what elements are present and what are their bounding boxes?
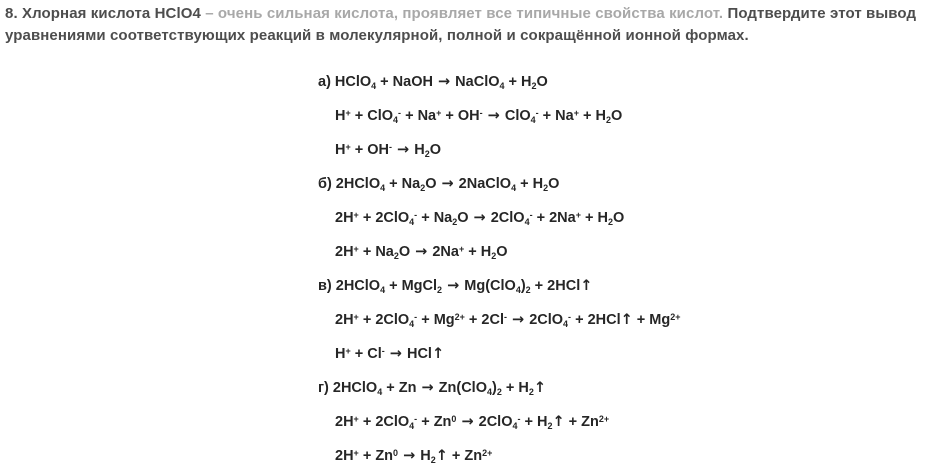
equation-formula: HClO$_4$ + NaOH → NaClO$_4$ + $H_2O$	[334, 74, 548, 91]
equation-line-a-net-ionic	[335, 140, 950, 161]
equation-line-v-net-ionic	[335, 344, 950, 365]
equation-line-a-full-ionic	[335, 106, 950, 127]
equation-formula: 2HClO$_4$ + $Na_2O$ → 2NaClO$_4$ + $H_2O$	[335, 176, 560, 193]
equation-line-b-full-ionic	[335, 208, 950, 229]
equation-formula: H+ + Cl- → HCl↑	[335, 345, 445, 362]
equation-formula: $H^+ + ClO_4^- + Na^+ + OH^- \to ClO_4^- + Na^+ + H_2O$	[335, 107, 623, 125]
task-faded-clause: – очень сильная кислота, проявляет все типичные свойства кислот.	[205, 5, 728, 22]
equation-line-b-molecular	[318, 174, 950, 195]
task-statement	[5, 3, 945, 47]
equation-group-label-b: б)	[318, 176, 332, 192]
equation-formula: $H^+ + OH^- \to H_2O$	[335, 141, 441, 159]
equations-block	[318, 72, 950, 467]
equation-formula: 2HClO$_4$ + $Zn \to Zn(ClO_4)_2$ + $H_2↑$	[332, 380, 546, 397]
equation-line-g-net-ionic	[335, 446, 950, 467]
task-instruction: Подтвердите этот вывод уравнениями соответствующих реакций в молекулярной, полной и сокращённой ионной формах.	[5, 5, 917, 44]
equation-line-g-molecular	[318, 378, 950, 399]
equation-formula: $2H^+ + 2ClO_4^- + Mg^{2+} + 2Cl^- \to 2ClO_4^-$ + 2HCl↑ + $Mg^{2+}$	[335, 311, 681, 329]
equation-line-v-full-ionic	[335, 310, 950, 331]
equation-formula: $2H^+ + Zn^0$ → $H_2↑ + Zn^{2+}$	[335, 447, 493, 465]
equation-group-label-a: а)	[318, 74, 331, 90]
equation-line-v-molecular	[318, 276, 950, 297]
equation-line-a-molecular	[318, 72, 950, 93]
equation-group-label-v: в)	[318, 278, 332, 294]
equation-formula: $2H^+ + Na_2O \to 2Na^+ + H_2O$	[335, 243, 508, 261]
task-number-and-intro: 8. Хлорная кислота HClO4	[5, 5, 206, 22]
equation-line-g-full-ionic	[335, 412, 950, 433]
equation-group-label-g: г)	[318, 380, 329, 396]
equation-line-b-net-ionic	[335, 242, 950, 263]
equation-formula: $2H^+ + 2ClO_4^- + Na_2O \to 2ClO_4^- + 2Na^+ + H_2O$	[335, 209, 625, 227]
equation-formula: 2HClO$_4$ + MgCl$_2$ → $Mg(ClO_4)_2$ + 2HCl↑	[335, 278, 593, 295]
equation-formula: $2H^+ + 2ClO_4^- + Zn^0 \to 2ClO_4^-$ + $H_2↑ + Zn^{2+}$	[335, 413, 610, 431]
